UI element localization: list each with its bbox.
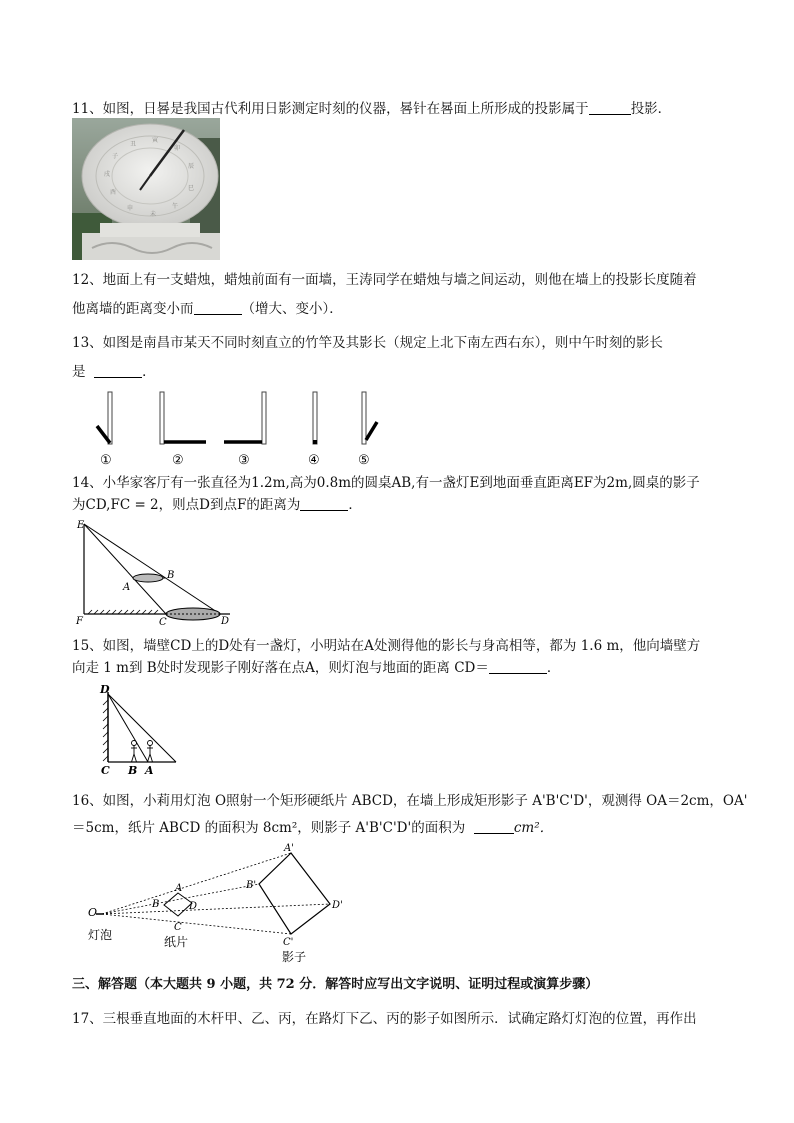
label-D: D — [221, 616, 230, 627]
q16-blank — [474, 819, 514, 834]
svg-text:酉: 酉 — [110, 189, 117, 196]
label-bulb: 灯泡 — [88, 928, 113, 942]
q12-stem: 他离墙的距离变小而 — [72, 301, 194, 317]
q14-line1: 14、小华家客厅有一张直径为1.2m,高为0.8m的圆桌AB,有一盏灯E到地面垂直距离EF为2m,圆桌的影子 — [72, 475, 700, 491]
label-card: 纸片 — [164, 935, 189, 949]
label-D: D — [100, 683, 110, 696]
svg-text:丑: 丑 — [130, 141, 137, 148]
pole-1 — [97, 392, 112, 444]
pole-5 — [362, 392, 377, 444]
label-A-prime: A' — [284, 843, 294, 854]
pole-2 — [160, 392, 206, 444]
label-A: A — [175, 883, 183, 894]
q11-suffix: 投影． — [630, 101, 672, 117]
sundial-photo — [72, 118, 220, 260]
q15-line1: 15、如图，墙壁CD上的D处有一盏灯，小明站在A处测得他的影长与身高相等，都为 1.6 m，他向墙壁方 — [72, 638, 701, 654]
label-shadow: 影子 — [282, 950, 307, 964]
wall-lamp-figure — [96, 680, 186, 776]
q13-blank — [94, 363, 142, 378]
pole-label-2: ② — [172, 453, 184, 468]
pole-label-5: ⑤ — [358, 453, 370, 468]
q15-stem: 向走 1 m到 B处时发现影子刚好落在点A，则灯泡与地面的距离 CD＝ — [72, 660, 489, 676]
q14-stem: 为CD,FC = 2，则点D到点F的距离为 — [72, 497, 301, 513]
svg-text:寅: 寅 — [152, 137, 159, 144]
pole-label-1: ① — [100, 453, 112, 468]
bamboo-shadow-figure — [80, 388, 400, 470]
projection-figure — [84, 840, 354, 970]
round-table-figure — [74, 516, 240, 628]
svg-text:辰: 辰 — [188, 163, 195, 170]
label-F: F — [76, 616, 83, 627]
pole-label-4: ④ — [308, 453, 320, 468]
svg-text:卯: 卯 — [174, 145, 181, 152]
pole-4 — [313, 392, 317, 444]
svg-text:未: 未 — [150, 211, 157, 218]
q12-blank — [194, 300, 242, 315]
q14-suffix: ． — [348, 497, 362, 513]
q16-unit: cm²． — [513, 820, 554, 836]
q15-suffix: ． — [546, 660, 561, 676]
label-B-prime: B' — [246, 880, 257, 891]
label-C: C — [174, 922, 182, 933]
q15-blank — [489, 659, 547, 674]
q12-line1: 12、地面上有一支蜡烛，蜡烛前面有一面墙，王涛同学在蜡烛与墙之间运动，则他在墙上的投影长度随着 — [72, 272, 697, 288]
q12-line2 — [72, 300, 343, 318]
label-B: B — [128, 764, 138, 776]
svg-text:申: 申 — [127, 205, 134, 212]
label-C: C — [159, 617, 167, 628]
q13-stem: 是 — [72, 364, 86, 380]
label-B: B — [167, 570, 175, 581]
q11-stem: 11、如图，日晷是我国古代利用日影测定时刻的仪器，晷针在晷面上所形成的投影属于 — [72, 101, 589, 117]
label-D-prime: D' — [332, 900, 343, 911]
q16-stem: ＝5cm，纸片 ABCD 的面积为 8cm²，则影子 A'B'C'D'的面积为 — [72, 820, 466, 836]
q11-blank — [589, 100, 631, 115]
label-A: A — [145, 764, 154, 776]
label-O: O — [88, 906, 98, 919]
q16-line1: 16、如图，小莉用灯泡 O照射一个矩形硬纸片 ABCD，在墙上形成矩形影子 A'B'C'D'，观测得 OA＝2cm，OA' — [72, 793, 748, 809]
svg-text:午: 午 — [172, 203, 179, 210]
label-C-prime: C' — [283, 937, 294, 948]
q16-line2 — [72, 819, 553, 837]
label-C: C — [101, 764, 110, 776]
q15-line2 — [72, 659, 560, 677]
svg-text:子: 子 — [112, 153, 119, 160]
q17-line1: 17、三根垂直地面的木杆甲、乙、丙，在路灯下乙、丙的影子如图所示．试确定路灯灯泡的位置，再作出 — [72, 1011, 697, 1027]
q14-blank — [300, 496, 348, 511]
pole-label-3: ③ — [238, 453, 250, 468]
q11-text — [72, 100, 671, 118]
section3-heading: 三、解答题（本大题共 9 小题，共 72 分．解答时应写出文字说明、证明过程或演算步骤） — [72, 977, 599, 992]
label-A: A — [123, 582, 131, 593]
label-B: B — [152, 899, 160, 910]
label-D: D — [189, 901, 198, 912]
svg-text:巳: 巳 — [188, 185, 195, 192]
q13-suffix: ． — [142, 364, 156, 380]
pole-3 — [224, 392, 266, 444]
label-E: E — [77, 520, 85, 531]
q14-line2 — [72, 496, 362, 514]
q13-line2 — [72, 363, 156, 381]
svg-text:戌: 戌 — [104, 171, 111, 178]
q13-line1: 13、如图是南昌市某天不同时刻直立的竹竿及其影长（规定上北下南左西右东），则中午时刻的影长 — [72, 335, 663, 351]
q12-options: （增大、变小）． — [241, 301, 343, 317]
